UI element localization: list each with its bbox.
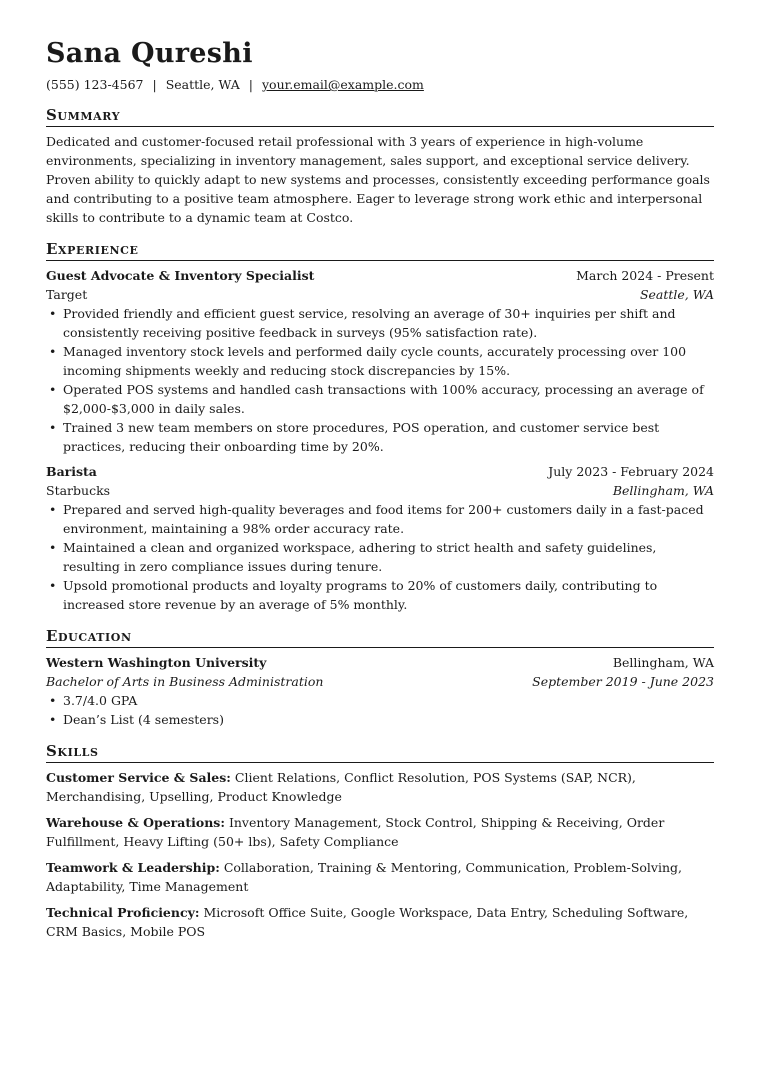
bullet-icon: •: [49, 540, 57, 555]
bullet-icon: •: [49, 502, 57, 517]
school-name: Western Washington University: [46, 655, 267, 670]
skills-section: [46, 742, 714, 941]
section-title-skills: Skills: [46, 742, 714, 763]
list-item: [46, 691, 714, 710]
section-title-education: Education: [46, 627, 714, 648]
job-role: Barista: [46, 464, 97, 479]
phone: (555) 123-4567: [46, 77, 144, 92]
bullet-icon: •: [49, 306, 57, 321]
list-item: [46, 710, 714, 729]
contact-separator: |: [152, 77, 157, 92]
bullet-text: Trained 3 new team members on store procedures, POS operation, and customer service best practices, reducing their onboarding time by 20%.: [63, 420, 660, 454]
bullet-text: Maintained a clean and organized workspace, adhering to strict health and safety guidelines, resulting in zero compliance issues during tenure.: [63, 540, 657, 574]
section-title-experience: Experience: [46, 240, 714, 261]
job-header: [46, 462, 714, 481]
list-item: [46, 538, 714, 576]
bullet-text: Dean’s List (4 semesters): [63, 712, 224, 727]
bullet-text: Operated POS systems and handled cash transactions with 100% accuracy, processing an average of $2,000-$3,000 in daily sales.: [63, 382, 704, 416]
job-entry: [46, 462, 714, 614]
job-header: [46, 266, 714, 285]
skill-group: [46, 858, 714, 896]
job-entry: [46, 266, 714, 456]
list-item: [46, 576, 714, 614]
skill-label: Warehouse & Operations:: [46, 815, 225, 830]
bullet-text: Upsold promotional products and loyalty programs to 20% of customers daily, contributing to increased store revenue by an average of 5% monthly.: [63, 578, 658, 612]
list-item: [46, 304, 714, 342]
education-dates: September 2019 - June 2023: [532, 674, 714, 689]
bullet-text: Provided friendly and efficient guest service, resolving an average of 30+ inquiries per shift and consistently receiving positive feedback in surveys (95% satisfaction rate).: [63, 306, 676, 340]
bullet-text: Managed inventory stock levels and performed daily cycle counts, accurately processing over 100 incoming shipments weekly and reducing stock discrepancies by 15%.: [63, 344, 687, 378]
job-role: Guest Advocate & Inventory Specialist: [46, 268, 315, 283]
bullet-icon: •: [49, 420, 57, 435]
skill-items: Client Relations, Conflict Resolution, POS Systems (SAP, NCR), Merchandising, Upselling, Product Knowledge: [46, 770, 636, 804]
list-item: [46, 342, 714, 380]
skill-items: Collaboration, Training & Mentoring, Communication, Problem-Solving, Adaptability, Time Management: [46, 860, 683, 894]
skill-items: Inventory Management, Stock Control, Shipping & Receiving, Order Fulfillment, Heavy Lifting (50+ lbs), Safety Compliance: [46, 815, 665, 849]
education-header: [46, 653, 714, 672]
education-subheader: [46, 672, 714, 691]
job-dates: March 2024 - Present: [576, 268, 714, 283]
summary-text: Dedicated and customer-focused retail professional with 3 years of experience in high-volume environments, specializing in inventory management, sales support, and exceptional service delivery. Proven ability to quickly adapt to new systems and processes, consistently exceeding performance goals and contributing to a positive team atmosphere. Eager to leverage strong work ethic and interpersonal skills to contribute to a dynamic team at Costco.: [46, 134, 710, 225]
list-item: [46, 500, 714, 538]
location: Seattle, WA: [165, 77, 240, 92]
bullet-icon: •: [49, 712, 57, 727]
skill-label: Technical Proficiency:: [46, 905, 200, 920]
contact-separator: |: [248, 77, 253, 92]
skill-group: [46, 813, 714, 851]
education-section: [46, 627, 714, 729]
bullet-text: 3.7/4.0 GPA: [63, 693, 138, 708]
contact-line: [46, 77, 714, 93]
job-location: Bellingham, WA: [612, 483, 714, 498]
job-subheader: [46, 285, 714, 304]
skill-group: [46, 768, 714, 806]
email-link[interactable]: your.email@example.com: [261, 77, 424, 92]
job-company: Target: [46, 287, 88, 302]
skill-items: Microsoft Office Suite, Google Workspace, Data Entry, Scheduling Software, CRM Basics, Mobile POS: [46, 905, 689, 939]
job-bullets: [46, 304, 714, 456]
bullet-icon: •: [49, 344, 57, 359]
list-item: [46, 418, 714, 456]
skill-label: Teamwork & Leadership:: [46, 860, 220, 875]
education-bullets: [46, 691, 714, 729]
skill-label: Customer Service & Sales:: [46, 770, 231, 785]
school-location: Bellingham, WA: [612, 655, 714, 670]
bullet-icon: •: [49, 382, 57, 397]
job-bullets: [46, 500, 714, 614]
experience-section: [46, 240, 714, 614]
resume-body: [46, 38, 714, 948]
skill-group: [46, 903, 714, 941]
candidate-name: Sana Qureshi: [46, 38, 253, 69]
section-title-summary: Summary: [46, 106, 714, 127]
list-item: [46, 380, 714, 418]
job-company: Starbucks: [46, 483, 111, 498]
bullet-text: Prepared and served high-quality beverages and food items for 200+ customers daily in a fast-paced environment, maintaining a 98% order accuracy rate.: [63, 502, 704, 536]
bullet-icon: •: [49, 578, 57, 593]
summary-section: [46, 106, 714, 227]
degree: Bachelor of Arts in Business Administration: [46, 674, 324, 689]
job-location: Seattle, WA: [639, 287, 714, 302]
bullet-icon: •: [49, 693, 57, 708]
job-dates: July 2023 - February 2024: [548, 464, 714, 479]
job-subheader: [46, 481, 714, 500]
